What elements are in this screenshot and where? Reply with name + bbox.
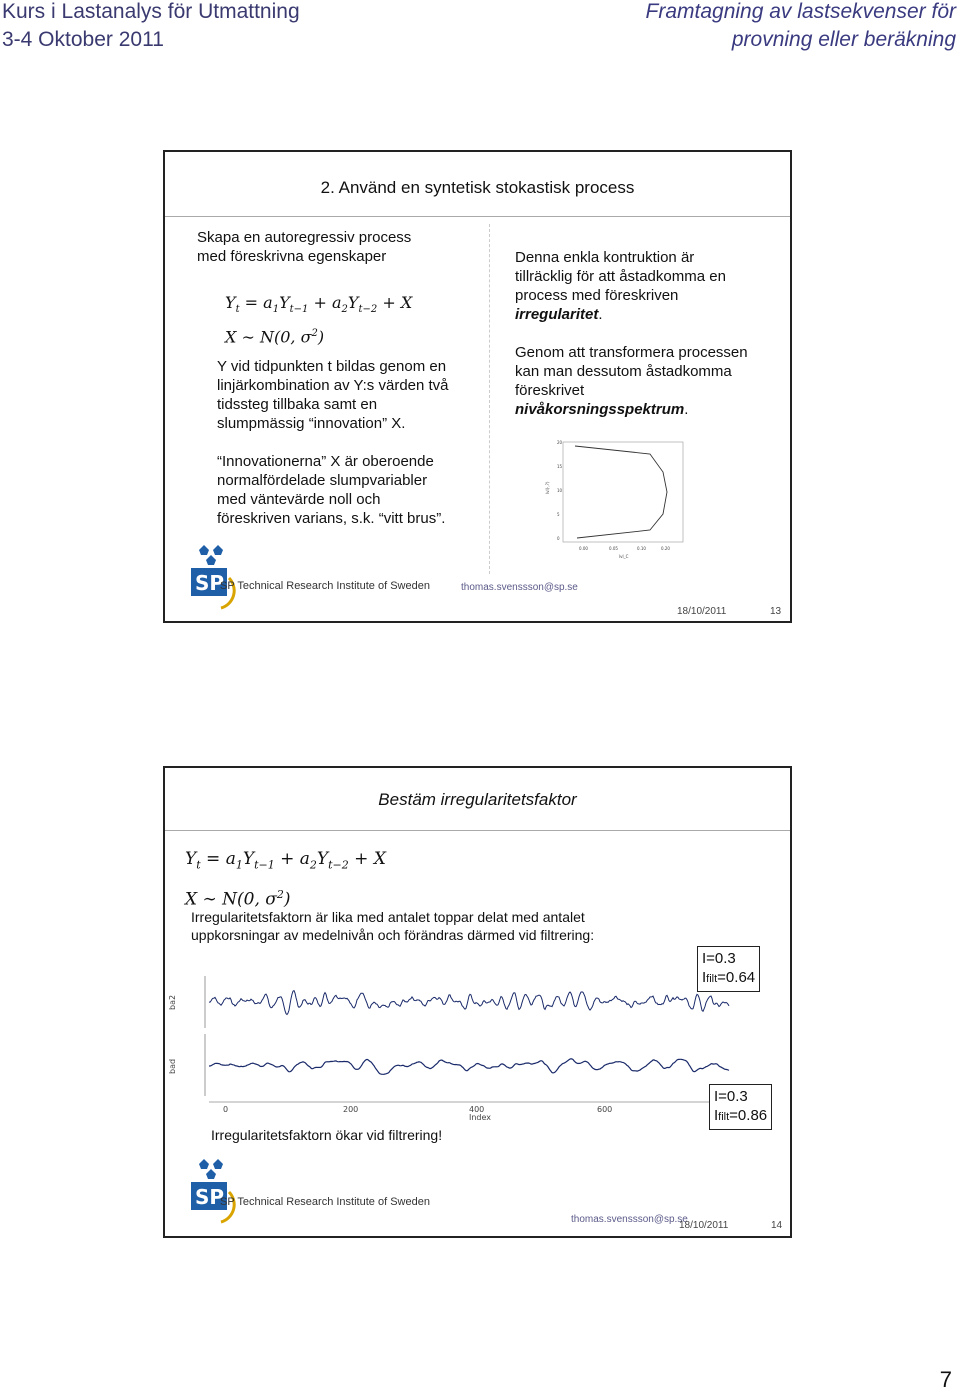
- chart-frame: [563, 442, 683, 542]
- column-divider: [489, 224, 490, 574]
- author-email: thomas.svenssson@sp.se: [461, 582, 578, 593]
- text-line: tidssteg tillbaka samt en: [217, 396, 378, 413]
- x-tick: 600: [597, 1105, 613, 1114]
- svg-text:SP: SP: [195, 1185, 225, 1209]
- keyword-spectrum: nivåkorsningsspektrum: [515, 401, 685, 418]
- y-axis-label: lvl(·,?): [545, 481, 550, 494]
- paragraph-transform: [515, 343, 748, 419]
- irregularity-definition: [191, 908, 594, 944]
- slide-date: 18/10/2011: [679, 1220, 729, 1231]
- text-line: Denna enkla kontruktion är: [515, 249, 695, 266]
- page-number: 7: [939, 1367, 952, 1392]
- subscript: filt: [706, 973, 718, 985]
- slide-number: 14: [771, 1220, 783, 1231]
- equation-noise: X ∼ N(0, $\sigma^2$): [185, 888, 291, 911]
- y-tick: 5: [557, 512, 560, 517]
- x-tick: 0.00: [579, 546, 588, 551]
- equation-ar: $Y_t = a_1Y_{t-1} + a_2Y_{t-2} + X$: [225, 293, 413, 316]
- x-tick: 0.10: [637, 546, 646, 551]
- title-divider: [165, 216, 790, 217]
- text-line: med väntevärde noll och: [217, 491, 381, 508]
- time-series-chart: [169, 968, 759, 1128]
- text-line: föreskriven varians, s.k. “vitt brus”.: [217, 510, 446, 527]
- filtered-irregularity: [702, 968, 755, 989]
- text-line: Y vid tidpunkten t bildas genom en: [217, 358, 447, 375]
- text-line: kan man dessutom åstadkomma: [515, 363, 732, 380]
- slide-14: [163, 766, 792, 1238]
- annotation-original: [697, 946, 760, 992]
- conclusion-text: Irregularitetsfaktorn ökar vid filtrering!: [211, 1127, 443, 1143]
- equation-ar: $Y_t = a_1Y_{t-1} + a_2Y_{t-2} + X$: [185, 849, 386, 872]
- heading-line: med föreskrivna egenskaper: [197, 248, 387, 265]
- text-line: irregularitet.: [515, 306, 603, 323]
- value: =0.64: [717, 969, 756, 986]
- series-original: [209, 991, 729, 1015]
- slide-title: Bestäm irregularitetsfaktor: [378, 790, 577, 809]
- header-topic: [646, 0, 956, 54]
- heading-line: Skapa en autoregressiv process: [197, 229, 412, 246]
- symbol: I: [702, 969, 707, 986]
- header-course-title: [2, 0, 300, 54]
- x-tick: 0.05: [609, 546, 618, 551]
- institute-name: SP Technical Research Institute of Sweden: [220, 1196, 430, 1208]
- slide-13: [163, 150, 792, 623]
- equation-noise: X ∼ N(0, $\sigma^2$): [225, 327, 325, 347]
- y-tick: 20: [557, 440, 563, 445]
- paragraph-definition: [217, 357, 449, 433]
- equations: [225, 291, 412, 350]
- x-tick: 400: [469, 1105, 485, 1114]
- text-line: slumpmässig “innovation” X.: [217, 415, 406, 432]
- text-line: Genom att transformera processen: [515, 344, 748, 361]
- slide-number: 13: [770, 606, 782, 617]
- x-axis-label: lvl_C: [619, 554, 629, 559]
- text-line: föreskrivet: [515, 382, 585, 399]
- text-line: uppkorsningar av medelnivån och förändras därmed vid filtrering:: [191, 927, 595, 943]
- paragraph-construction: [515, 248, 726, 324]
- y-label-top: ba2: [168, 994, 177, 1010]
- text-line: process med föreskriven: [515, 287, 679, 304]
- level-crossing-chart: [535, 432, 695, 572]
- y-tick: 15: [557, 464, 563, 469]
- text-line: normalfördelade slumpvariabler: [217, 472, 428, 489]
- institute-name: SP Technical Research Institute of Sweden: [220, 580, 430, 592]
- heading: [197, 228, 411, 266]
- author-email: thomas.svenssson@sp.se: [571, 1214, 688, 1225]
- header-topic-line1: Framtagning av lastsekvenser för: [645, 0, 956, 23]
- irregularity-value: I=0.3: [702, 950, 736, 967]
- x-tick: 0: [223, 1105, 229, 1114]
- text-line: Irregularitetsfaktorn är lika med antalet toppar delat med antalet: [191, 909, 585, 925]
- slide-date: 18/10/2011: [677, 606, 727, 617]
- title-divider: [165, 830, 790, 831]
- level-crossing-curve: [575, 446, 667, 538]
- equations: [185, 844, 386, 915]
- paragraph-innovations: [217, 452, 445, 528]
- header-course-line2: 3-4 Oktober 2011: [2, 28, 164, 51]
- y-tick: 0: [557, 536, 560, 541]
- header-course-line1: Kurs i Lastanalys för Utmattning: [2, 0, 300, 23]
- svg-text:SP: SP: [195, 571, 225, 595]
- annotation-filtered: [709, 1084, 772, 1130]
- irregularity-value: I=0.3: [714, 1088, 748, 1105]
- x-axis-label: Index: [469, 1113, 492, 1122]
- y-label-bottom: bad: [168, 1058, 177, 1074]
- text-line: tillräcklig för att åstadkomma en: [515, 268, 726, 285]
- slide-title: 2. Använd en syntetisk stokastisk process: [320, 178, 635, 197]
- x-tick: 0.20: [661, 546, 670, 551]
- subscript: filt: [718, 1111, 730, 1123]
- symbol: I: [714, 1107, 719, 1124]
- value: =0.86: [729, 1107, 768, 1124]
- text-line: linjärkombination av Y:s värden två: [217, 377, 449, 394]
- filtered-irregularity: [714, 1106, 767, 1127]
- keyword-irregularity: irregularitet: [515, 306, 599, 323]
- text-line: “Innovationerna” X är oberoende: [217, 453, 434, 470]
- header-topic-line2: provning eller beräkning: [731, 28, 956, 51]
- text-line: nivåkorsningsspektrum.: [515, 401, 689, 418]
- x-tick: 200: [343, 1105, 359, 1114]
- series-filtered: [209, 1059, 729, 1075]
- y-tick: 10: [557, 488, 563, 493]
